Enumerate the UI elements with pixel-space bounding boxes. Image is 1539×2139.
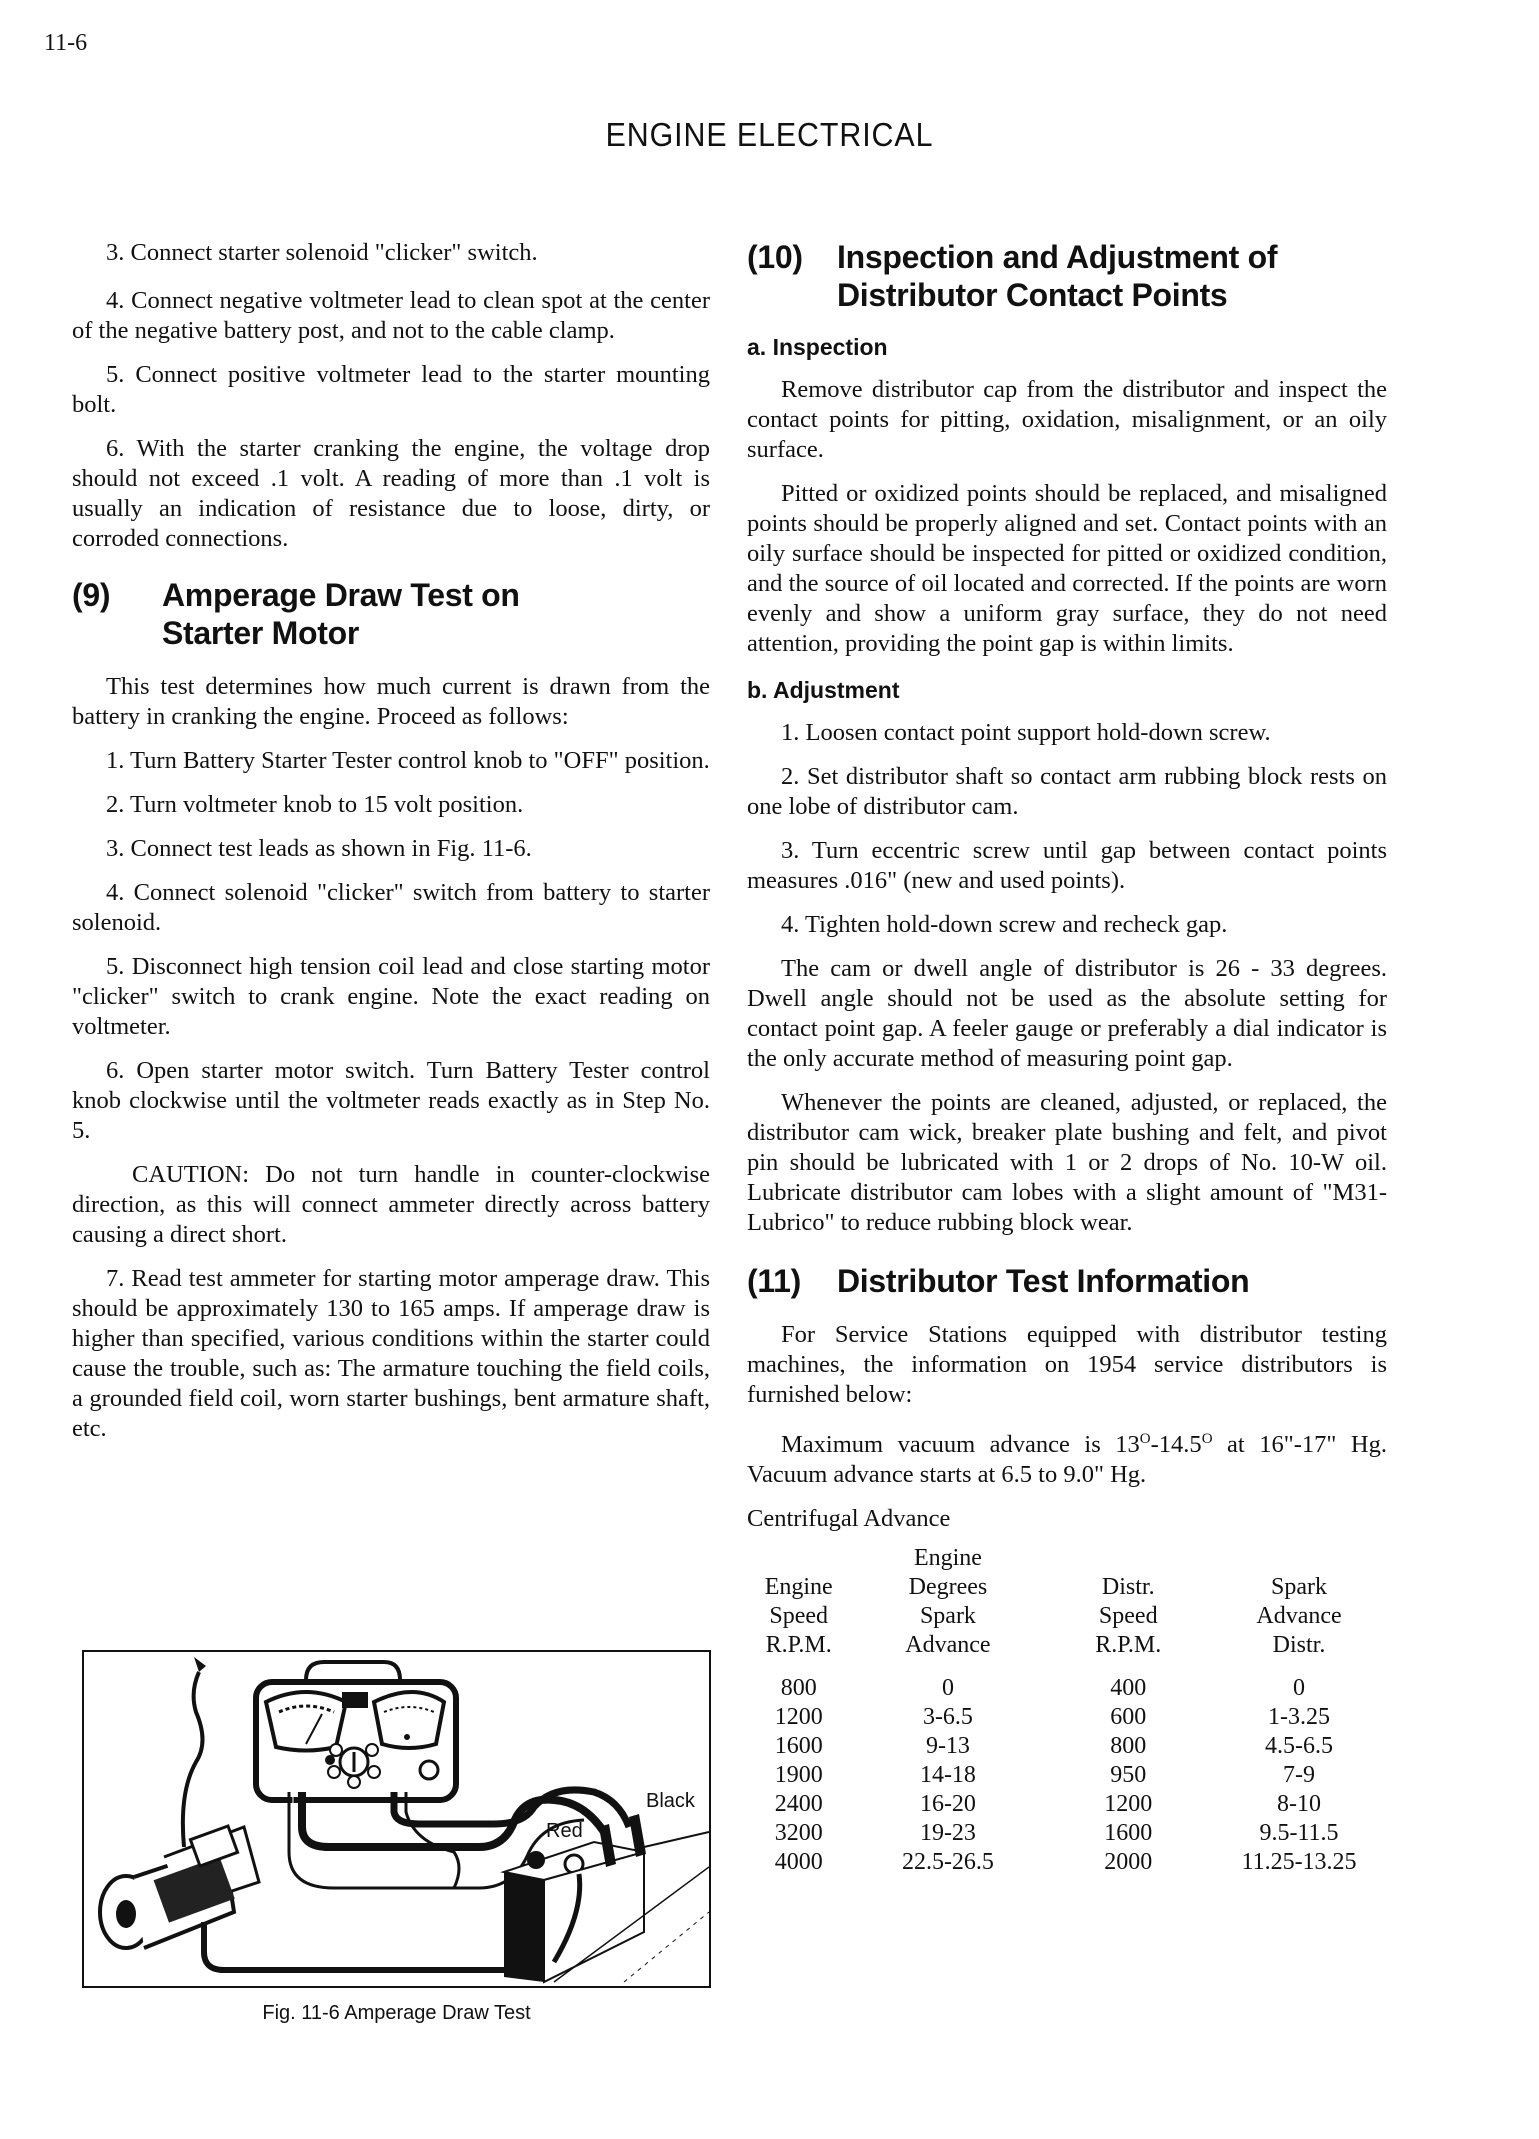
step-paragraph: 4. Connect solenoid "clicker" switch from battery to starter solenoid. xyxy=(72,879,710,936)
header-cell: Engine xyxy=(913,1545,982,1572)
section-title-line: Starter Motor xyxy=(162,615,360,651)
subheading-inspection: a. Inspection xyxy=(747,334,888,360)
section-number: (10) xyxy=(747,239,803,275)
step-paragraph: 2. Turn voltmeter knob to 15 volt position. xyxy=(106,791,524,818)
table-cell: 0 xyxy=(941,1675,954,1702)
running-head: ENGINE ELECTRICAL xyxy=(605,116,934,153)
section-10-heading xyxy=(747,238,1387,314)
header-cell: Engine xyxy=(764,1574,833,1601)
vacuum-text: at 16"-17" Hg. Vacuum advance starts at 6.5 to 9.0" Hg. xyxy=(747,1431,1387,1489)
adjustment-step: 4. Tighten hold-down screw and recheck gap. xyxy=(781,911,1228,938)
dwell-paragraph: The cam or dwell angle of distributor is 26 - 33 degrees. Dwell angle should not be used as the absolute setting for contact point gap. A feeler gauge or preferably a dial indicator is the only accurate method of measuring point gap. xyxy=(747,955,1387,1072)
table-cell: 22.5-26.5 xyxy=(901,1849,994,1876)
subheading-adjustment: b. Adjustment xyxy=(747,677,900,703)
section-number: (9) xyxy=(72,577,111,613)
centrifugal-advance-table xyxy=(747,1544,1387,1877)
figure-amperage-draw-test xyxy=(82,1650,711,1988)
section-title-line: Amperage Draw Test on xyxy=(162,577,520,613)
section-number: (11) xyxy=(747,1263,801,1299)
table-cell: 1600 xyxy=(774,1733,823,1760)
step-paragraph: 5. Connect positive voltmeter lead to the starter mounting bolt. xyxy=(72,361,710,418)
test-info-intro: For Service Stations equipped with distributor testing machines, the information on 1954 service distributors is furnished below: xyxy=(747,1321,1387,1408)
page-number: 11-6 xyxy=(44,30,88,56)
table-cell: 1200 xyxy=(774,1704,823,1731)
table-cell: 9-13 xyxy=(925,1733,970,1760)
table-cell: 950 xyxy=(1110,1762,1147,1789)
table-cell: 8-10 xyxy=(1277,1791,1322,1818)
step-paragraph: 6. Open starter motor switch. Turn Battery Tester control knob clockwise until the voltmeter reads exactly as in Step No. 5. xyxy=(72,1057,710,1144)
header-cell xyxy=(747,1544,850,1573)
header-cell: Spark xyxy=(919,1603,976,1630)
table-row xyxy=(747,1790,1387,1819)
degree-mark: O xyxy=(1139,1431,1151,1447)
lubrication-paragraph: Whenever the points are cleaned, adjusted, or replaced, the distributor cam wick, breaker plate bushing and felt, and pivot pin should be lubricated with 1 or 2 drops of No. 10-W oil. Lubricate distributor cam lobes with a slight amount of "M31-Lubrico" to reduce rubbing block wear. xyxy=(747,1089,1387,1236)
table-header-row xyxy=(747,1573,1387,1602)
table-cell: 800 xyxy=(780,1675,817,1702)
ground-cable xyxy=(204,1922,504,1970)
table-row xyxy=(747,1761,1387,1790)
label-black: Black xyxy=(646,1790,695,1812)
adjustment-step: 3. Turn eccentric screw until gap between contact points measures .016" (new and used points). xyxy=(747,837,1387,894)
ammeter-gauge xyxy=(266,1692,346,1751)
tester-wiring-illustration xyxy=(84,1652,709,1986)
header-cell: Speed xyxy=(1098,1603,1158,1630)
table-row xyxy=(747,1703,1387,1732)
table-cell: 3200 xyxy=(774,1820,823,1847)
header-cell: Degrees xyxy=(908,1574,988,1601)
step-paragraph: 7. Read test ammeter for starting motor amperage draw. This should be approximately 130 to 165 amps. If amperage draw is higher than specified, various conditions within the starter could cause the trouble, such as: The armature touching the field coils, a grounded field coil, worn starter bushings, bent armature shaft, etc. xyxy=(72,1265,710,1442)
left-column xyxy=(72,238,710,1458)
table-cell: 9.5-11.5 xyxy=(1259,1820,1339,1847)
degree-mark: O xyxy=(1201,1431,1213,1447)
header-cell xyxy=(1045,1544,1211,1573)
section-title-line: Distributor Contact Points xyxy=(837,277,1228,313)
header-cell: R.P.M. xyxy=(1095,1632,1162,1659)
adjustment-step: 2. Set distributor shaft so contact arm rubbing block rests on one lobe of distributor cam. xyxy=(747,763,1387,820)
table-title: Centrifugal Advance xyxy=(747,1505,951,1533)
table-cell: 600 xyxy=(1110,1704,1147,1731)
table-row xyxy=(747,1819,1387,1848)
table-cell: 2400 xyxy=(774,1791,823,1818)
header-cell xyxy=(1211,1544,1387,1573)
table-cell: 11.25-13.25 xyxy=(1241,1849,1357,1876)
header-cell: Distr. xyxy=(1272,1632,1326,1659)
table-cell: 7-9 xyxy=(1283,1762,1316,1789)
header-cell: Speed xyxy=(769,1603,829,1630)
header-cell: Advance xyxy=(1256,1603,1342,1630)
inspection-paragraph: Pitted or oxidized points should be replaced, and misaligned points should be properly aligned and set. Contact points with an oily surface should be inspected for pitted or oxidized condition, and the source of oil located and corrected. If the points are worn evenly and show a uniform gray surface, they do not need attention, providing the point gap is within limits. xyxy=(747,480,1387,657)
table-cell: 1600 xyxy=(1104,1820,1153,1847)
table-row xyxy=(747,1848,1387,1877)
table-cell: 2000 xyxy=(1104,1849,1153,1876)
table-cell: 16-20 xyxy=(919,1791,976,1818)
table-cell: 14-18 xyxy=(919,1762,976,1789)
caution-paragraph: CAUTION: Do not turn handle in counter-clockwise direction, as this will connect ammeter directly across battery causing a direct short. xyxy=(72,1161,710,1248)
figure-caption: Fig. 11-6 Amperage Draw Test xyxy=(262,2002,531,2024)
table-cell: 3-6.5 xyxy=(922,1704,973,1731)
table-cell: 800 xyxy=(1110,1733,1147,1760)
table-cell: 400 xyxy=(1110,1675,1147,1702)
table-row xyxy=(747,1674,1387,1703)
section-title-line: Inspection and Adjustment of xyxy=(837,239,1278,275)
section-title: Distributor Test Information xyxy=(837,1263,1250,1299)
step-paragraph: 5. Disconnect high tension coil lead and close starting motor "clicker" switch to crank engine. Note the exact reading on voltmeter. xyxy=(72,953,710,1040)
table-header-row xyxy=(747,1602,1387,1631)
vacuum-text: Maximum vacuum advance is 13 xyxy=(781,1431,1140,1459)
section-title xyxy=(837,238,1277,314)
table-body xyxy=(747,1674,1387,1877)
header-cell: R.P.M. xyxy=(765,1632,832,1659)
step-paragraph: 6. With the starter cranking the engine, the voltage drop should not exceed .1 volt. A reading of more than .1 volt is usually an indication of resistance due to loose, dirty, or corroded connections. xyxy=(72,435,710,552)
adjustment-step: 1. Loosen contact point support hold-down screw. xyxy=(781,719,1271,746)
header-cell: Advance xyxy=(905,1632,991,1659)
intro-paragraph: This test determines how much current is drawn from the battery in cranking the engine. Proceed as follows: xyxy=(72,673,710,730)
table-cell: 0 xyxy=(1293,1675,1306,1702)
header-cell: Spark xyxy=(1271,1574,1328,1601)
table-cell: 19-23 xyxy=(919,1820,976,1847)
table-cell: 4000 xyxy=(774,1849,823,1876)
table-header-row xyxy=(747,1544,1387,1573)
table-header-row xyxy=(747,1631,1387,1660)
vacuum-text: -14.5 xyxy=(1150,1431,1202,1459)
battery xyxy=(504,1872,544,1982)
section-11-heading xyxy=(747,1262,1387,1300)
voltmeter-gauge xyxy=(374,1692,444,1748)
step-paragraph: 4. Connect negative voltmeter lead to clean spot at the center of the negative battery post, and not to the cable clamp. xyxy=(72,287,710,344)
section-title xyxy=(162,576,520,652)
label-red: Red xyxy=(546,1820,583,1842)
right-column xyxy=(747,238,1387,1877)
step-paragraph: 3. Connect test leads as shown in Fig. 11-6. xyxy=(106,835,532,862)
step-paragraph: 1. Turn Battery Starter Tester control knob to "OFF" position. xyxy=(106,747,710,774)
inspection-paragraph: Remove distributor cap from the distributor and inspect the contact points for pitting, oxidation, misalignment, or an oily surface. xyxy=(747,376,1387,463)
table-cell: 1900 xyxy=(774,1762,823,1789)
vacuum-advance-paragraph xyxy=(747,1424,1387,1490)
section-9-heading xyxy=(72,576,710,652)
table-cell: 4.5-6.5 xyxy=(1265,1733,1334,1760)
table-row xyxy=(747,1732,1387,1761)
table-cell: 1-3.25 xyxy=(1268,1704,1331,1731)
step-paragraph: 3. Connect starter solenoid "clicker" switch. xyxy=(106,239,538,266)
table-cell: 1200 xyxy=(1104,1791,1153,1818)
header-cell: Distr. xyxy=(1101,1574,1155,1601)
